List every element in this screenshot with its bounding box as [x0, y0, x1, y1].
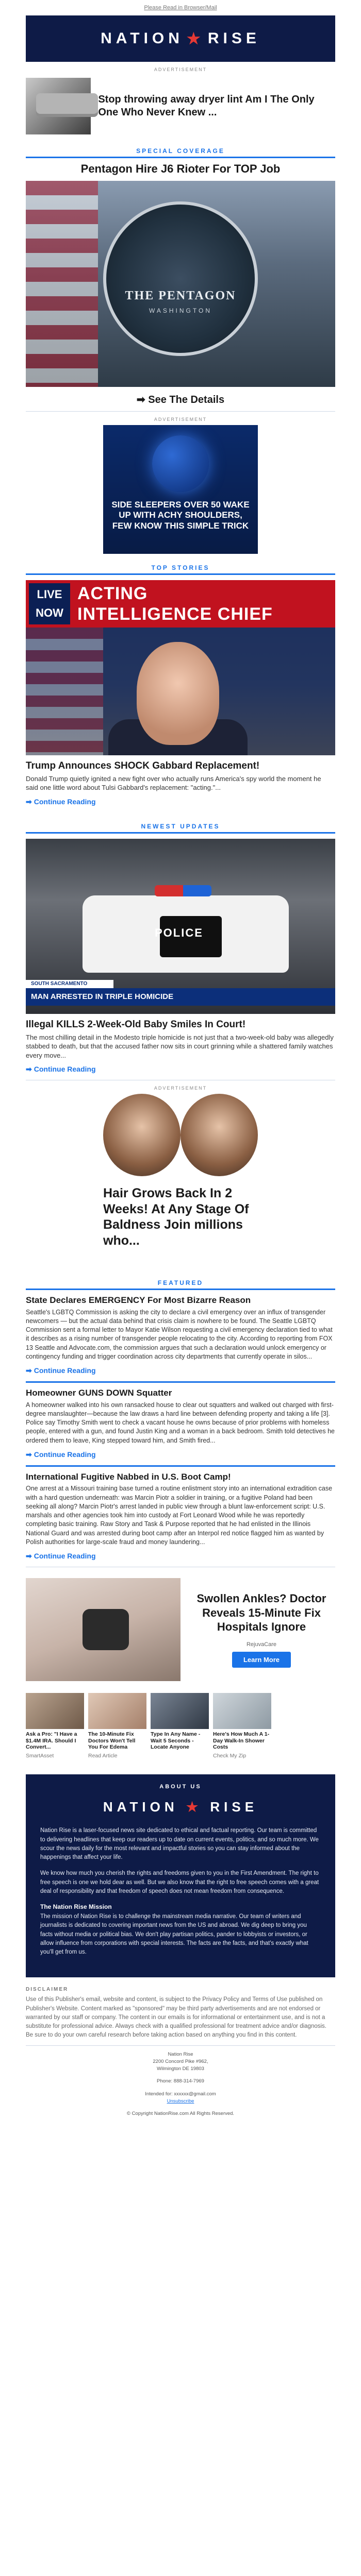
arrow-right-icon: ➡	[26, 797, 32, 806]
about-brand-logo: NATION ★ RISE	[103, 1799, 258, 1815]
story-title[interactable]: Trump Announces SHOCK Gabbard Replacement!	[26, 760, 260, 771]
featured-title[interactable]: International Fugitive Nabbed in U.S. Boot Camp!	[26, 1471, 231, 1482]
ad-swollen-image[interactable]	[26, 1578, 180, 1681]
ad-side-sleepers-text[interactable]: SIDE SLEEPERS OVER 50 WAKE UP WITH ACHY SHOULDERS, FEW KNOW THIS SIMPLE TRICK	[111, 500, 250, 531]
pentagon-image[interactable]: THE PENTAGON WASHINGTON	[26, 181, 335, 387]
story-title[interactable]: Illegal KILLS 2-Week-Old Baby Smiles In Court!	[26, 1019, 246, 1030]
about-label: ABOUT US	[159, 1784, 202, 1790]
footer-copyright: © Copyright NationRise.com All Rights Reserved.	[126, 2111, 235, 2117]
disclaimer-text: Use of this Publisher's email, website and content, is subject to the Privacy Policy and Terms of Use published on Publisher's Website. Content marked as "sponsored" may be third party advertisements and are not endorsed or warranted by our staff or company. The content in our emails is for informational or entertainment use, and is not a substitute for professional advice. Always check with a qualified professional for treatment advice and/or diagnosis. Be sure to do your own careful research before taking action based on anything you find in this content.	[26, 1996, 326, 2039]
footer-city: Wilmington DE 19803	[157, 2066, 204, 2072]
ad-label: ADVERTISEMENT	[154, 67, 207, 72]
footer-street: 2200 Concord Pike #962,	[153, 2058, 208, 2064]
learn-more-button[interactable]: Learn More	[232, 1652, 291, 1668]
ad-hair-text[interactable]: Hair Grows Back In 2 Weeks! At Any Stage Of Baldness Join millions who...	[103, 1186, 249, 1248]
footer	[0, 2046, 361, 2118]
ad-lint[interactable]	[26, 75, 335, 137]
section-label-featured: FEATURED	[157, 1279, 204, 1287]
top-note[interactable]: Please Read in Browser/Mail	[144, 5, 217, 11]
continue-reading-link[interactable]: ➡ Continue Reading	[26, 1065, 96, 1074]
arrow-right-icon: ➡	[26, 1065, 32, 1074]
sponsored-thumb[interactable]: Ask a Pro: "I Have a $1.4M IRA. Should I Convert... SmartAsset	[26, 1693, 84, 1759]
ad-swollen-ankles[interactable]	[26, 1575, 335, 1684]
section-label-newest: NEWEST UPDATES	[141, 822, 220, 830]
ad-hair-image[interactable]	[103, 1094, 258, 1176]
footer-phone: Phone: 888-314-7969	[157, 2078, 204, 2084]
ad-lint-image[interactable]	[26, 78, 91, 134]
footer-name: Nation Rise	[168, 2051, 193, 2057]
about-paragraph: The mission of Nation Rise is to challenge the mainstream media narrative. Our team of writers and journalists is dedicated to covering important news from the US and abroad. We dig deep to bring you facts without media or political bias. We don't play partisan politics, pander to lobbyists or investors, or allow influence from corporations with special interests. The facts are the facts, and that's exactly what you'll get from us.	[40, 1913, 308, 1956]
continue-reading-link[interactable]: ➡ Continue Reading	[26, 797, 96, 806]
coverage-title[interactable]: Pentagon Hire J6 Rioter For TOP Job	[80, 162, 281, 175]
disclaimer-label: DISCLAIMER	[26, 1987, 69, 1993]
continue-reading-link[interactable]: ➡ Continue Reading	[26, 1450, 96, 1459]
continue-reading-link[interactable]: ➡ Continue Reading	[26, 1552, 96, 1560]
story-body: The most chilling detail in the Modesto triple homicide is not just that a two-week-old baby was allegedly stabbed to death, but that the accused father now sits in court grinning while a shattered family watches every move...	[26, 1033, 334, 1059]
featured-title[interactable]: Homeowner GUNS DOWN Squatter	[26, 1388, 172, 1398]
arrow-right-icon: ➡	[26, 1366, 32, 1375]
story-body: Donald Trump quietly ignited a new fight over who actually runs America's spy world the moment he said one little word about Tulsi Gabbard's replacement: "acting."...	[26, 774, 321, 792]
about-paragraph: We know how much you cherish the rights and freedoms given to you in the First Amendment. The right to free speech is one we hold dear as well. But we also know that the right to free speech comes with a great deal of responsibility and that freedom of speech does not mean freedom from consequence.	[40, 1870, 319, 1894]
sponsored-thumb[interactable]: Here's How Much A 1-Day Walk-In Shower Costs Check My Zip	[213, 1693, 271, 1759]
ad-side-sleepers[interactable]	[103, 425, 258, 554]
arrow-right-icon: ➡	[26, 1450, 32, 1459]
ad-swollen-headline[interactable]: Swollen Ankles? Doctor Reveals 15-Minute Fix Hospitals Ignore	[196, 1592, 326, 1634]
ad-sponsor: RejuvaCare	[246, 1641, 277, 1648]
star-icon: ★	[186, 1799, 203, 1815]
sponsored-thumb[interactable]: Type In Any Name - Wait 5 Seconds - Locate Anyone	[151, 1693, 209, 1759]
arrow-right-icon: ➡	[26, 1552, 32, 1560]
footer-intended: Intended for: xxxxxx@gmail.com	[145, 2091, 216, 2097]
ad-label: ADVERTISEMENT	[154, 417, 207, 422]
mission-title: The Nation Rise Mission	[40, 1903, 112, 1911]
sponsored-thumbs	[26, 1693, 335, 1759]
brand-logo[interactable]: NATION ★ RISE	[101, 30, 260, 47]
featured-body: Seattle's LGBTQ Commission is asking the city to declare a civil emergency over an influx of transgender newcomers — but the actual data behind that crisis claim is nowhere to be found. The Seattle LGBTQ Commission sent a formal letter to Mayor Katie Wilson requesting a civil emergency declaration tied to what it describes as a rising number of transgender people relocating to the city. According to reporting from FOX 13 Seattle and Advocate.com, the commission argues that such a declaration would unlock emergency or contingency funding and trigger coordination across city departments that currently operate in silos...	[26, 1308, 333, 1360]
masthead	[26, 15, 335, 62]
ad-label: ADVERTISEMENT	[154, 1086, 207, 1091]
gabbard-image[interactable]: LIVE NOW ACTING INTELLIGENCE CHIEF	[26, 580, 335, 755]
see-details-link[interactable]: ➡ See The Details	[136, 394, 225, 405]
section-label-top: TOP STORIES	[151, 564, 210, 571]
ad-hair[interactable]	[103, 1094, 258, 1248]
about-paragraph: Nation Rise is a laser-focused news site dedicated to ethical and factual reporting. Our team is committed to delivering headlines that keep our readers up to date on current events, politics, and so much more. We scour the news daily for the most relevant and impactful stories so you can stay informed about the happenings that affect your life.	[40, 1827, 319, 1861]
continue-reading-link[interactable]: ➡ Continue Reading	[26, 1366, 96, 1375]
police-image[interactable]: POLICE SOUTH SACRAMENTO MAN ARRESTED IN TRIPLE HOMICIDE	[26, 839, 335, 1014]
unsubscribe-link[interactable]: Unsubscribe	[167, 2098, 194, 2104]
featured-title[interactable]: State Declares EMERGENCY For Most Bizarre Reason	[26, 1295, 251, 1306]
about-section	[26, 1774, 335, 1977]
star-icon: ★	[186, 30, 205, 47]
disclaimer	[26, 1977, 335, 2045]
sponsored-thumb[interactable]: The 10-Minute Fix Doctors Won't Tell You For Edema Read Article	[88, 1693, 146, 1759]
featured-body: A homeowner walked into his own ransacked house to clear out squatters and walked out charged with first-degree manslaughter—because the law draws a hard line between defending property and taking a life [3]. Police say Timothy Smith went to check a vacant house he owns because of prior problems with homeless people, entered with a gun, and found Justin King and a woman in a back bedroom. Smith told detectives he ordered them to leave, King stepped toward him, and Smith fired...	[26, 1401, 335, 1444]
ad-lint-text[interactable]: Stop throwing away dryer lint Am I The Only One Who Never Knew ...	[98, 94, 315, 118]
featured-body: One arrest at a Missouri training base turned a routine enlistment story into an international extradition case with a hard question underneath: was Marcin Piotr a soldier in training, or a fugitive Poland had been seeking all along? Marcin Piotr's arrest landed in public view through a blunt law-enforcement script: U.S. marshals and other agencies took him into custody at Fort Leonard Wood while he was reportedly completing basic training. Raw Story and Task & Purpose reported that he had enlisted in the Illinois National Guard and was arrested during boot camp after an Interpol red notice flagged him as wanted by Polish authorities for large-scale fraud and money laundering...	[26, 1485, 333, 1546]
section-label-special: SPECIAL COVERAGE	[136, 147, 225, 155]
